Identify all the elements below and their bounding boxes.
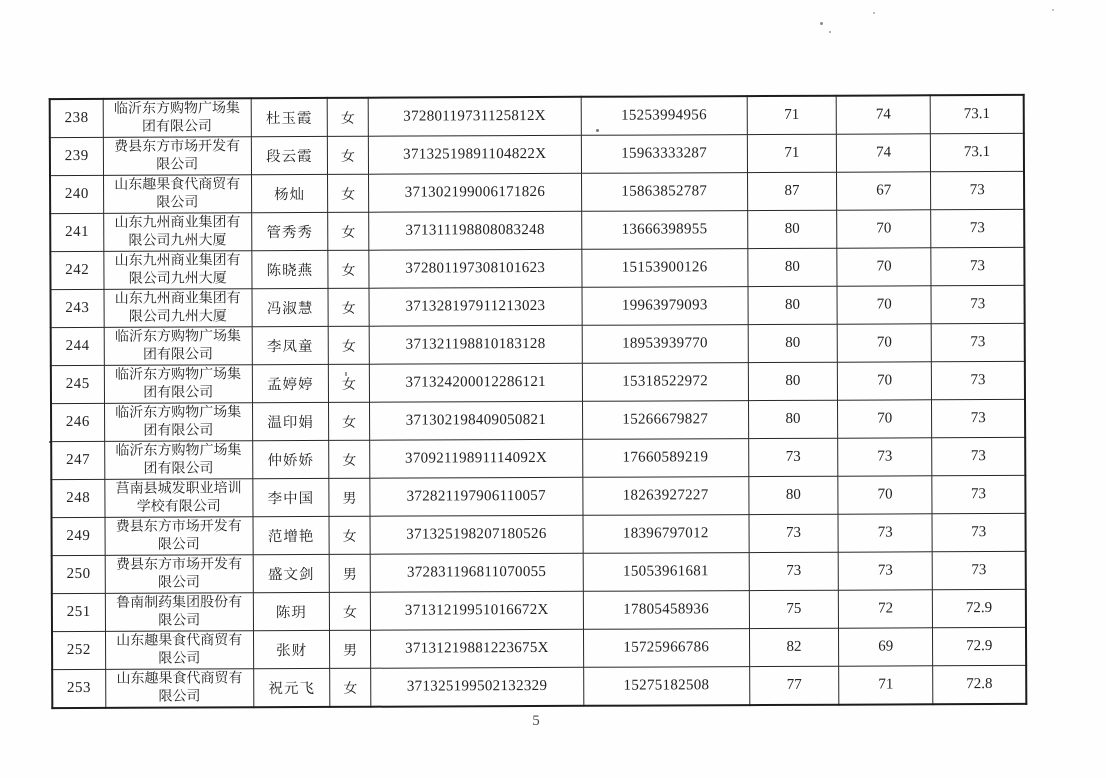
table-row — [51, 361, 1025, 403]
cell-company-name: 山东趣果食代商贸有限公司 — [103, 175, 251, 214]
cell-score-final: 72.9 — [933, 627, 1026, 665]
cell-gender: 女 — [330, 668, 371, 707]
cell-person-name: 杨灿 — [251, 174, 327, 212]
table-row — [50, 133, 1024, 175]
cell-gender: 女 — [327, 136, 368, 174]
cell-phone-number: 15863852787 — [581, 173, 747, 212]
cell-company-name: 山东九州商业集团有限公司九州大厦 — [104, 289, 252, 328]
cell-id-number: 372821197906110057 — [370, 477, 583, 516]
cell-id-number: 37131219951016672X — [370, 591, 583, 630]
cell-score-2: 69 — [839, 628, 933, 666]
cell-company-name: 临沂东方购物广场集团有限公司 — [104, 441, 252, 480]
cell-phone-number: 18953939770 — [582, 325, 748, 364]
cell-sequence-number: 243 — [51, 289, 104, 327]
cell-score-1: 80 — [748, 324, 837, 362]
cell-score-1: 80 — [748, 362, 837, 400]
cell-score-final: 73 — [931, 285, 1024, 323]
cell-phone-number: 17660589219 — [582, 439, 748, 478]
cell-score-2: 74 — [836, 134, 930, 172]
cell-id-number: 371328197911213023 — [369, 287, 582, 326]
cell-id-number: 37131219881223675X — [371, 629, 584, 668]
cell-score-2: 71 — [839, 666, 933, 705]
cell-sequence-number: 246 — [51, 403, 104, 441]
table-row — [52, 551, 1026, 593]
cell-score-final: 72.9 — [933, 589, 1026, 627]
cell-sequence-number: 244 — [51, 327, 104, 365]
cell-score-1: 80 — [748, 286, 837, 324]
cell-id-number: 37280119731125812X — [368, 97, 581, 136]
cell-score-final: 73 — [932, 361, 1025, 399]
cell-company-name: 费县东方市场开发有限公司 — [105, 555, 253, 594]
cell-score-final: 73 — [931, 171, 1024, 209]
cell-person-name: 段云霞 — [251, 136, 327, 174]
table-row — [51, 475, 1025, 517]
cell-company-name: 费县东方市场开发有限公司 — [103, 137, 251, 176]
cell-score-final: 73 — [932, 475, 1025, 513]
cell-id-number: 372831196811070055 — [370, 553, 583, 592]
cell-id-number: 371325199502132329 — [371, 667, 584, 706]
cell-company-name: 山东九州商业集团有限公司九州大厦 — [103, 213, 251, 252]
cell-phone-number: 19963979093 — [582, 287, 748, 326]
cell-person-name: 温印娟 — [252, 402, 328, 440]
cell-score-2: 70 — [837, 286, 931, 324]
cell-person-name: 范增艳 — [253, 516, 329, 554]
cell-person-name: 张财 — [253, 630, 329, 668]
cell-score-1: 77 — [750, 666, 839, 705]
cell-phone-number: 15266679827 — [582, 401, 748, 440]
cell-phone-number: 18263927227 — [582, 477, 748, 516]
table-region — [49, 94, 1028, 709]
cell-gender: 女 — [328, 212, 369, 250]
cell-score-2: 67 — [837, 172, 931, 210]
cell-gender: 女 — [329, 592, 370, 630]
cell-score-2: 70 — [838, 400, 932, 438]
cell-id-number: 371325198207180526 — [370, 515, 583, 554]
table-row — [51, 437, 1025, 479]
cell-gender: 女 — [329, 440, 370, 478]
cell-company-name: 山东趣果食代商贸有限公司 — [105, 631, 253, 670]
cell-score-1: 87 — [747, 172, 836, 210]
cell-score-2: 70 — [837, 210, 931, 248]
cell-sequence-number: 252 — [52, 631, 105, 669]
cell-score-2: 70 — [837, 362, 931, 400]
cell-id-number: 371324200012286121 — [369, 363, 582, 402]
cell-phone-number: 15318522972 — [582, 363, 748, 402]
table-row — [51, 399, 1025, 441]
cell-score-1: 75 — [749, 590, 838, 628]
cell-phone-number: 17805458936 — [583, 591, 749, 630]
cell-score-1: 71 — [747, 96, 836, 135]
cell-person-name: 盛文剑 — [253, 554, 329, 592]
table-row — [52, 513, 1026, 555]
cell-score-final: 73 — [932, 399, 1025, 437]
cell-phone-number: 15253994956 — [581, 96, 747, 135]
cell-sequence-number: 251 — [52, 593, 105, 631]
cell-score-2: 72 — [838, 590, 932, 628]
cell-person-name: 李凤童 — [252, 326, 328, 364]
cell-id-number: 371311198808083248 — [369, 211, 582, 250]
cell-phone-number: 15963333287 — [581, 135, 747, 174]
cell-score-2: 73 — [838, 514, 932, 552]
cell-sequence-number: 240 — [50, 175, 103, 213]
cell-sequence-number: 250 — [52, 555, 105, 593]
cell-id-number: 372801197308101623 — [369, 249, 582, 288]
cell-person-name: 仲娇娇 — [253, 440, 329, 478]
cell-phone-number: 13666398955 — [581, 211, 747, 250]
cell-score-final: 73.1 — [931, 133, 1024, 171]
cell-gender: 女 — [328, 364, 369, 402]
cell-person-name: 杜玉霞 — [251, 98, 327, 137]
cell-sequence-number: 247 — [51, 441, 104, 479]
cell-gender: 男 — [329, 478, 370, 516]
cell-gender: 男 — [329, 554, 370, 592]
table-row — [50, 95, 1024, 138]
cell-person-name: 陈玥 — [253, 592, 329, 630]
cell-phone-number: 15725966786 — [583, 629, 749, 668]
cell-gender: 女 — [328, 174, 369, 212]
cell-score-final: 73 — [932, 551, 1025, 589]
cell-sequence-number: 248 — [51, 479, 104, 517]
cell-score-2: 70 — [837, 324, 931, 362]
cell-score-final: 73 — [931, 247, 1024, 285]
cell-score-2: 74 — [836, 95, 930, 134]
table-row — [51, 323, 1025, 365]
table-row — [52, 627, 1026, 669]
cell-phone-number: 15275182508 — [583, 667, 749, 706]
table-row — [50, 209, 1024, 251]
cell-score-1: 73 — [749, 438, 838, 476]
cell-score-1: 80 — [749, 476, 838, 514]
cell-person-name: 陈晓燕 — [252, 250, 328, 288]
table-row — [52, 665, 1026, 708]
cell-gender: 女 — [327, 98, 368, 137]
cell-sequence-number: 253 — [52, 669, 105, 708]
cell-score-1: 82 — [749, 628, 838, 666]
cell-score-final: 73 — [931, 209, 1024, 247]
cell-score-1: 73 — [749, 514, 838, 552]
cell-company-name: 临沂东方购物广场集团有限公司 — [104, 365, 252, 404]
cell-gender: 女 — [329, 516, 370, 554]
table-row — [52, 589, 1026, 631]
cell-score-final: 73 — [932, 513, 1025, 551]
cell-person-name: 祝元飞 — [254, 668, 330, 707]
cell-company-name: 山东趣果食代商贸有限公司 — [105, 669, 253, 708]
cell-company-name: 临沂东方购物广场集团有限公司 — [104, 403, 252, 442]
cell-gender: 女 — [328, 250, 369, 288]
cell-score-1: 73 — [749, 552, 838, 590]
cell-sequence-number: 238 — [50, 99, 103, 138]
cell-gender: 男 — [330, 630, 371, 668]
cell-gender: 女 — [328, 326, 369, 364]
cell-score-2: 73 — [838, 438, 932, 476]
cell-person-name: 冯淑慧 — [252, 288, 328, 326]
cell-company-name: 临沂东方购物广场集团有限公司 — [103, 98, 251, 137]
cell-gender: 女 — [329, 402, 370, 440]
page-number: 5 — [532, 713, 540, 729]
scan-speck — [873, 12, 875, 14]
cell-id-number: 37092119891114092X — [370, 439, 583, 478]
cell-id-number: 37132519891104822X — [368, 135, 581, 174]
cell-id-number: 371302199006171826 — [369, 173, 582, 212]
cell-score-2: 73 — [838, 552, 932, 590]
cell-sequence-number: 239 — [50, 137, 103, 175]
cell-company-name: 费县东方市场开发有限公司 — [105, 517, 253, 556]
cell-id-number: 371321198810183128 — [369, 325, 582, 364]
cell-score-final: 72.8 — [933, 665, 1026, 704]
cell-person-name: 李中国 — [253, 478, 329, 516]
cell-id-number: 371302198409050821 — [370, 401, 583, 440]
cell-score-2: 70 — [838, 476, 932, 514]
table-row — [50, 171, 1024, 213]
table-body — [50, 95, 1027, 708]
cell-person-name: 管秀秀 — [252, 212, 328, 250]
cell-company-name: 莒南县城发职业培训学校有限公司 — [104, 479, 252, 518]
scan-speck — [820, 22, 823, 25]
cell-phone-number: 15053961681 — [583, 553, 749, 592]
candidates-table — [49, 94, 1028, 709]
cell-score-1: 71 — [747, 134, 836, 172]
cell-person-name: 孟婷婷 — [252, 364, 328, 402]
cell-company-name: 山东九州商业集团有限公司九州大厦 — [103, 251, 251, 290]
scan-speck — [1052, 9, 1054, 11]
cell-company-name: 临沂东方购物广场集团有限公司 — [104, 327, 252, 366]
cell-sequence-number: 242 — [50, 251, 103, 289]
cell-company-name: 鲁南制药集团股份有限公司 — [105, 593, 253, 632]
cell-score-final: 73 — [931, 323, 1024, 361]
cell-score-1: 80 — [748, 210, 837, 248]
cell-sequence-number: 241 — [50, 213, 103, 251]
cell-phone-number: 18396797012 — [583, 515, 749, 554]
cell-score-final: 73 — [932, 437, 1025, 475]
cell-sequence-number: 245 — [51, 365, 104, 403]
scan-speck — [829, 31, 831, 33]
cell-score-2: 70 — [837, 248, 931, 286]
table-row — [51, 285, 1025, 327]
cell-score-final: 73.1 — [930, 95, 1023, 134]
cell-phone-number: 15153900126 — [581, 249, 747, 288]
table-row — [50, 247, 1024, 289]
cell-score-1: 80 — [748, 248, 837, 286]
cell-score-1: 80 — [748, 400, 837, 438]
cell-gender: 女 — [328, 288, 369, 326]
cell-sequence-number: 249 — [52, 517, 105, 555]
